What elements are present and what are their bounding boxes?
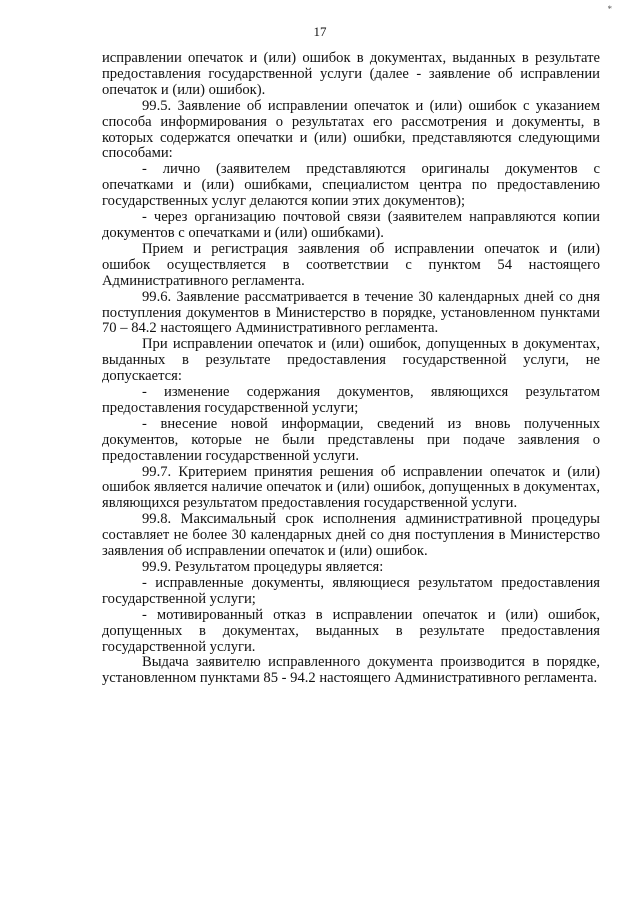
- list-item-content-change: - изменение содержания документов, являющихся результатом предоставления государственной услуги;: [102, 384, 600, 416]
- list-item-refusal: - мотивированный отказ в исправлении опечаток и (или) ошибок, допущенных в документах, выданных в результате предоставления государственной услуги.: [102, 606, 600, 655]
- paragraph-99-6: 99.6. Заявление рассматривается в течение 30 календарных дней со дня поступления документов в Министерство в порядке, установленном пунктами 70 – 84.2 настоящего Административного регламента.: [102, 288, 600, 337]
- paragraph-99-5: 99.5. Заявление об исправлении опечаток и (или) ошибок с указанием способа информирования о результатах его рассмотрения и документы, в которых содержатся опечатки и (или) ошибки, представляются следующими способами:: [102, 97, 600, 162]
- list-item-new-info: - внесение новой информации, сведений из вновь полученных документов, которые не были представлены при подаче заявления о предоставлении государственной услуги.: [102, 415, 600, 464]
- document-body: [102, 51, 600, 687]
- paragraph-99-7: 99.7. Критерием принятия решения об исправлении опечаток и (или) ошибок является наличие опечаток и (или) ошибок, допущенных в документах, являющихся результатом предоставления государственной услуги.: [102, 463, 600, 512]
- paragraph-registration: Прием и регистрация заявления об исправлении опечаток и (или) ошибок осуществляется в соответствии с пунктом 54 настоящего Административного регламента.: [102, 240, 600, 289]
- paragraph-not-allowed: При исправлении опечаток и (или) ошибок, допущенных в документах, выданных в результате предоставления государственной услуги, не допускается:: [102, 336, 600, 385]
- paragraph-99-8: 99.8. Максимальный срок исполнения административной процедуры составляет не более 30 календарных дней со дня поступления в Министерство заявления об исправлении опечаток и (или) ошибок.: [102, 511, 600, 560]
- list-item-by-mail: - через организацию почтовой связи (заявителем направляются копии документов с опечатками и (или) ошибками).: [102, 209, 600, 241]
- paragraph-continuation: исправлении опечаток и (или) ошибок в документах, выданных в результате предоставления государственной услуги (далее - заявление об исправлении опечаток и (или) ошибок).: [102, 50, 600, 98]
- paragraph-99-9: 99.9. Результатом процедуры является:: [142, 559, 384, 575]
- corner-mark: *: [607, 4, 612, 14]
- page-number: 17: [313, 24, 327, 39]
- list-item-corrected-docs: - исправленные документы, являющиеся результатом предоставления государственной услуги;: [102, 574, 600, 607]
- paragraph-issuance: Выдача заявителю исправленного документа производится в порядке, установленном пунктами 85 - 94.2 настоящего Административного регламента.: [102, 654, 600, 687]
- list-item-in-person: - лично (заявителем представляются оригиналы документов с опечатками и (или) ошибками, специалистом центра по предоставлению государственных услуг делаются копии этих документов);: [102, 161, 600, 210]
